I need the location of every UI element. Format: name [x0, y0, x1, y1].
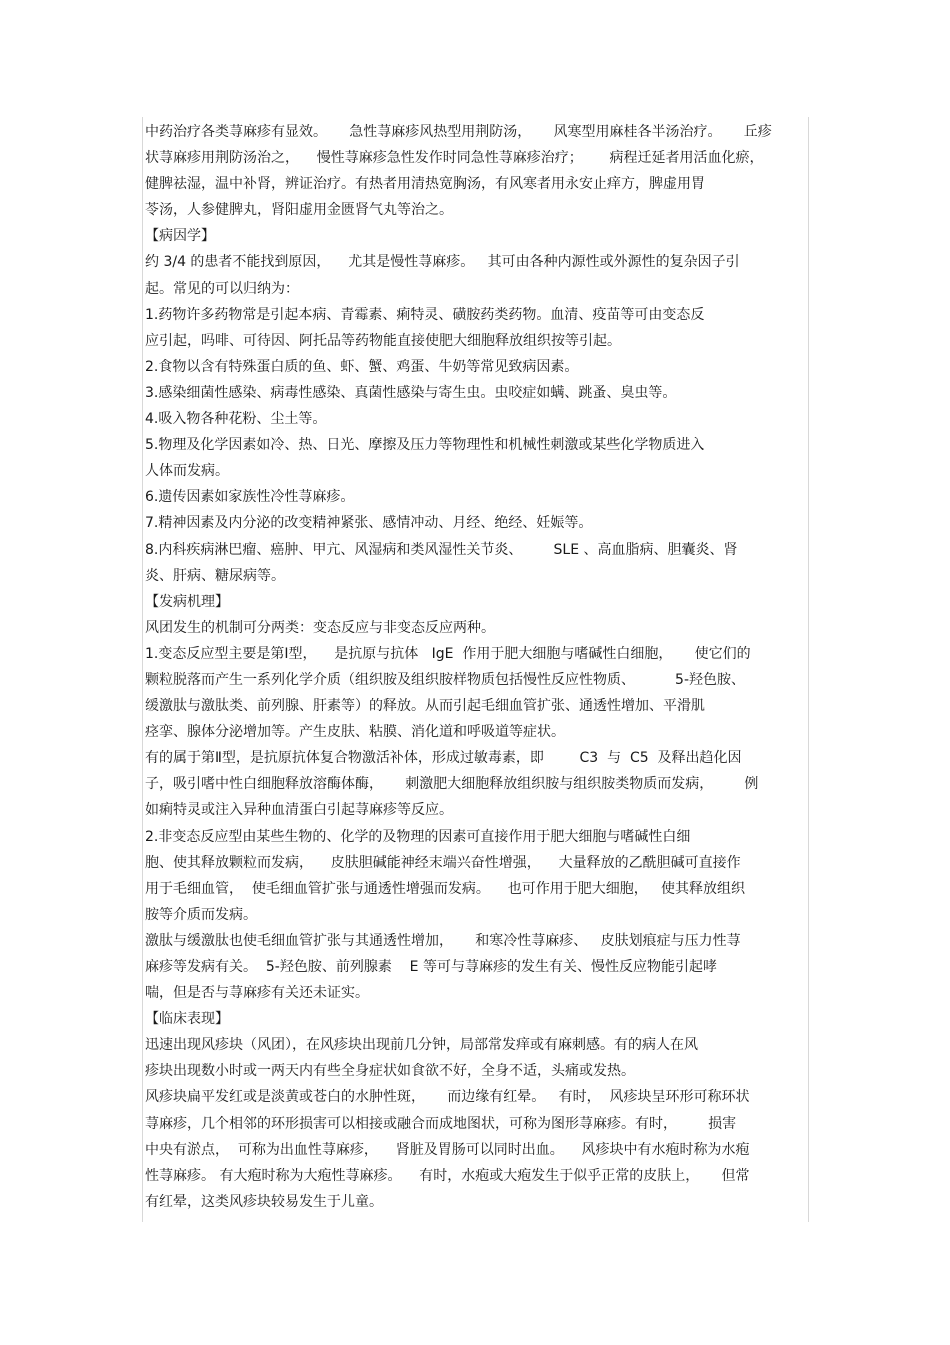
text-line: 【发病机理】	[145, 593, 229, 610]
text-line: 有红晕，这类风疹块较易发生于儿童。	[145, 1193, 383, 1210]
text-line: 2.食物以含有特殊蛋白质的鱼、虾、蟹、鸡蛋、牛奶等常见致病因素。	[145, 358, 579, 375]
text-line: 3.感染细菌性感染、病毒性感染、真菌性感染与寄生虫。虫咬症如螨、跳蚤、臭虫等。	[145, 384, 677, 401]
text-line: 迅速出现风疹块（风团），在风疹块出现前几分钟，局部常发痒或有麻刺感。有的病人在风	[145, 1037, 698, 1054]
text-line: 应引起，吗啡、可待因、阿托品等药物能直接使肥大细胞释放组织按等引起。	[145, 332, 621, 349]
text-line: 状荨麻疹用荆防汤治之， 慢性荨麻疹急性发作时同急性荨麻疹治疗； 病程迁延者用活血化瘀，	[145, 150, 764, 167]
text-line: 颗粒脱落而产生一系列化学介质（组织胺及组织胺样物质包括慢性反应性物质、 5-羟色胺、	[145, 671, 746, 688]
text-line: 2.非变态反应型由某些生物的、化学的及物理的因素可直接作用于肥大细胞与嗜碱性白细	[145, 828, 691, 845]
text-line: 人体而发病。	[145, 463, 229, 480]
text-line: 荨麻疹，几个相邻的环形损害可以相接或融合而成地图状，可称为图形荨麻疹。有时， 损害	[145, 1115, 737, 1132]
text-line: 有的属于第Ⅱ型，是抗原抗体复合物激活补体，形成过敏毒素，即 C3 与 C5 及释出趋化因	[145, 750, 742, 767]
text-line: 5.物理及化学因素如冷、热、日光、摩擦及压力等物理性和机械性刺激或某些化学物质进入	[145, 437, 705, 454]
text-line: 如痢特灵或注入异种血清蛋白引起荨麻疹等反应。	[145, 802, 453, 819]
text-line: 中药治疗各类荨麻疹有显效。 急性荨麻疹风热型用荆防汤， 风寒型用麻桂各半汤治疗。 丘疹	[145, 124, 772, 140]
text-line: 【临床表现】	[145, 1011, 229, 1028]
text-line: 约 3/4 的患者不能找到原因， 尤其是慢性荨麻疹。 其可由各种内源性或外源性的复杂因子引	[145, 254, 740, 271]
text-line: 苓汤，人参健脾丸，肾阳虚用金匮肾气丸等治之。	[145, 202, 453, 219]
text-line: 胞、使其释放颗粒而发病， 皮肤胆碱能神经末端兴奋性增强， 大量释放的乙酰胆碱可直接作	[145, 854, 741, 871]
text-line: 风团发生的机制可分两类：变态反应与非变态反应两种。	[145, 619, 495, 636]
document-body	[145, 119, 807, 1215]
text-line: 激肽与缓激肽也使毛细血管扩张与其通透性增加， 和寒冷性荨麻疹、 皮肤划痕症与压力性荨	[145, 932, 741, 949]
text-line: 用于毛细血管， 使毛细血管扩张与通透性增强而发病。 也可作用于肥大细胞， 使其释放组织	[145, 880, 746, 897]
text-line: 性荨麻疹。 有大疱时称为大疱性荨麻疹。 有时，水疱或大疱发生于似乎正常的皮肤上， 但常	[145, 1167, 750, 1184]
text-line: 7.精神因素及内分泌的改变精神紧张、感情冲动、月经、绝经、妊娠等。	[145, 515, 593, 532]
text-line: 缓激肽与激肽类、前列腺、肝素等）的释放。从而引起毛细血管扩张、通透性增加、平滑肌	[145, 698, 705, 715]
text-line: 中央有淤点， 可称为出血性荨麻疹， 肾脏及胃肠可以同时出血。 风疹块中有水疱时称为水疱	[145, 1141, 750, 1158]
text-line: 4.吸入物各种花粉、尘土等。	[145, 411, 327, 428]
text-line: 6.遗传因素如家族性冷性荨麻疹。	[145, 489, 355, 506]
text-line: 起。常见的可以归纳为：	[145, 280, 299, 297]
text-line: 1.变态反应型主要是第Ⅰ型， 是抗原与抗体 IgE 作用于肥大细胞与嗜碱性白细胞， 使它们的	[145, 645, 751, 662]
text-line: 痉挛、腺体分泌增加等。产生皮肤、粘膜、消化道和呼吸道等症状。	[145, 724, 565, 741]
text-line: 喘，但是否与荨麻疹有关还未证实。	[145, 985, 369, 1002]
text-line: 疹块出现数小时或一两天内有些全身症状如食欲不好，全身不适，头痛或发热。	[145, 1063, 635, 1080]
text-line: 1.药物许多药物常是引起本病、青霉素、痢特灵、磺胺药类药物。血清、疫苗等可由变态反	[145, 306, 705, 323]
text-line: 健脾祛湿，温中补肾，辨证治疗。有热者用清热宽胸汤，有风寒者用永安止痒方，脾虚用胃	[145, 176, 705, 193]
text-line: 胺等介质而发病。	[145, 906, 257, 923]
text-line: 8.内科疾病淋巴瘤、癌肿、甲亢、风湿病和类风湿性关节炎、 SLE 、高血脂病、胆囊炎、肾	[145, 541, 738, 558]
text-line: 风疹块扁平发红或是淡黄或苍白的水肿性斑， 而边缘有红晕。 有时， 风疹块呈环形可称环状	[145, 1089, 750, 1106]
text-line: 麻疹等发病有关。 5-羟色胺、前列腺素 E 等可与荨麻疹的发生有关、慢性反应物能引起哮	[145, 959, 717, 975]
text-line: 炎、肝病、糖尿病等。	[145, 567, 285, 584]
text-line: 子，吸引嗜中性白细胞释放溶酶体酶， 刺激肥大细胞释放组织胺与组织胺类物质而发病， 例	[145, 776, 759, 793]
text-line: 【病因学】	[145, 228, 215, 245]
